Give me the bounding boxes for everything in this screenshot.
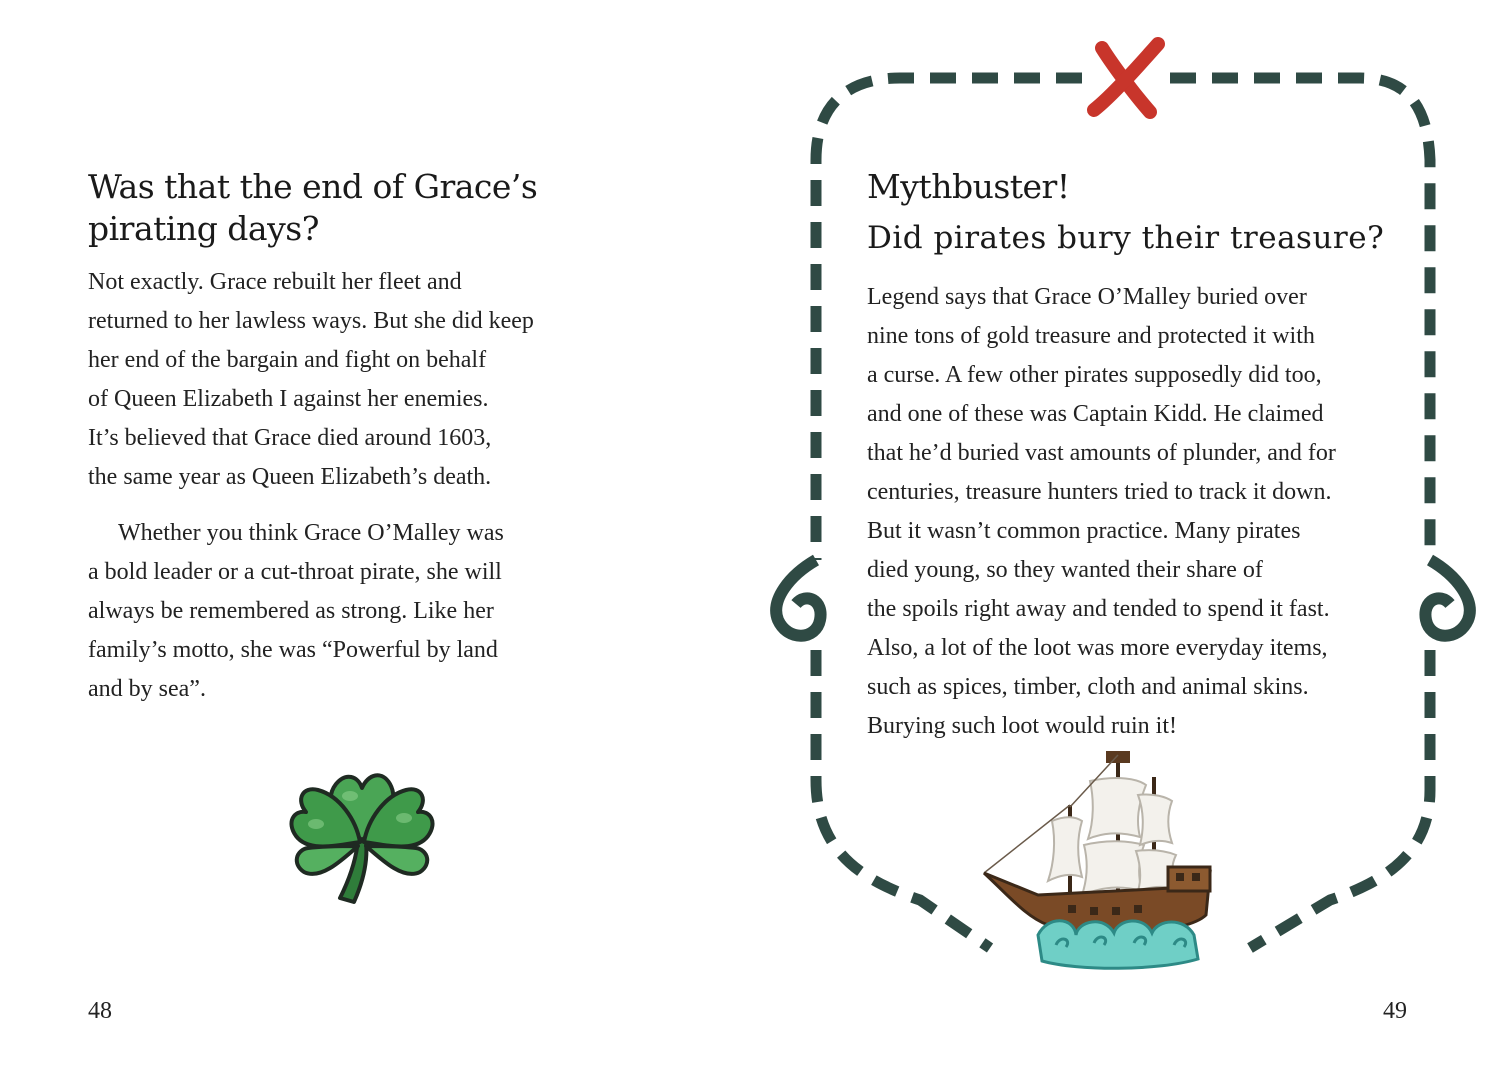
text-line: Also, a lot of the loot was more everyday items, xyxy=(867,635,1328,661)
text-line: her end of the bargain and fight on behalf xyxy=(88,347,487,373)
page-heading xyxy=(88,166,537,250)
pirate-ship-icon xyxy=(978,745,1238,975)
text-line: nine tons of gold treasure and protected it with xyxy=(867,323,1315,349)
text-line: a curse. A few other pirates supposedly did too, xyxy=(867,362,1322,388)
text-line: and one of these was Captain Kidd. He claimed xyxy=(867,401,1324,427)
mythbuster-subtitle: Did pirates bury their treasure? xyxy=(867,220,1385,256)
text-line: and by sea”. xyxy=(88,676,206,702)
text-line: Burying such loot would ruin it! xyxy=(867,713,1177,739)
page-number: 48 xyxy=(88,998,112,1024)
paragraph-1 xyxy=(88,263,534,497)
text-line: such as spices, timber, cloth and animal skins. xyxy=(867,674,1309,700)
text-line: family’s motto, she was “Powerful by land xyxy=(88,637,498,663)
page-number: 49 xyxy=(1383,998,1407,1024)
heading-line: pirating days? xyxy=(88,209,319,248)
text-line: It’s believed that Grace died around 1603, xyxy=(88,425,492,451)
mythbuster-title: Mythbuster! xyxy=(867,167,1070,206)
text-line: the spoils right away and tended to spend it fast. xyxy=(867,596,1330,622)
text-line: that he’d buried vast amounts of plunder, and for xyxy=(867,440,1336,466)
text-line: Legend says that Grace O’Malley buried over xyxy=(867,284,1307,310)
shamrock-icon xyxy=(278,762,448,912)
text-line: Whether you think Grace O’Malley was xyxy=(118,520,504,546)
text-line: always be remembered as strong. Like her xyxy=(88,598,494,624)
text-line: the same year as Queen Elizabeth’s death. xyxy=(88,464,492,490)
text-line: returned to her lawless ways. But she did keep xyxy=(88,308,534,334)
mythbuster-paragraph xyxy=(867,278,1336,746)
heading-line: Was that the end of Grace’s xyxy=(88,167,538,206)
text-line: centuries, treasure hunters tried to track it down. xyxy=(867,479,1332,505)
x-mark-icon xyxy=(1094,44,1158,112)
text-line: a bold leader or a cut-throat pirate, she will xyxy=(88,559,502,585)
text-line: Not exactly. Grace rebuilt her fleet and xyxy=(88,269,462,295)
paragraph-2 xyxy=(88,514,504,709)
text-line: of Queen Elizabeth I against her enemies. xyxy=(88,386,489,412)
text-line: died young, so they wanted their share of xyxy=(867,557,1263,583)
right-page xyxy=(750,0,1500,1081)
text-line: But it wasn’t common practice. Many pirates xyxy=(867,518,1301,544)
